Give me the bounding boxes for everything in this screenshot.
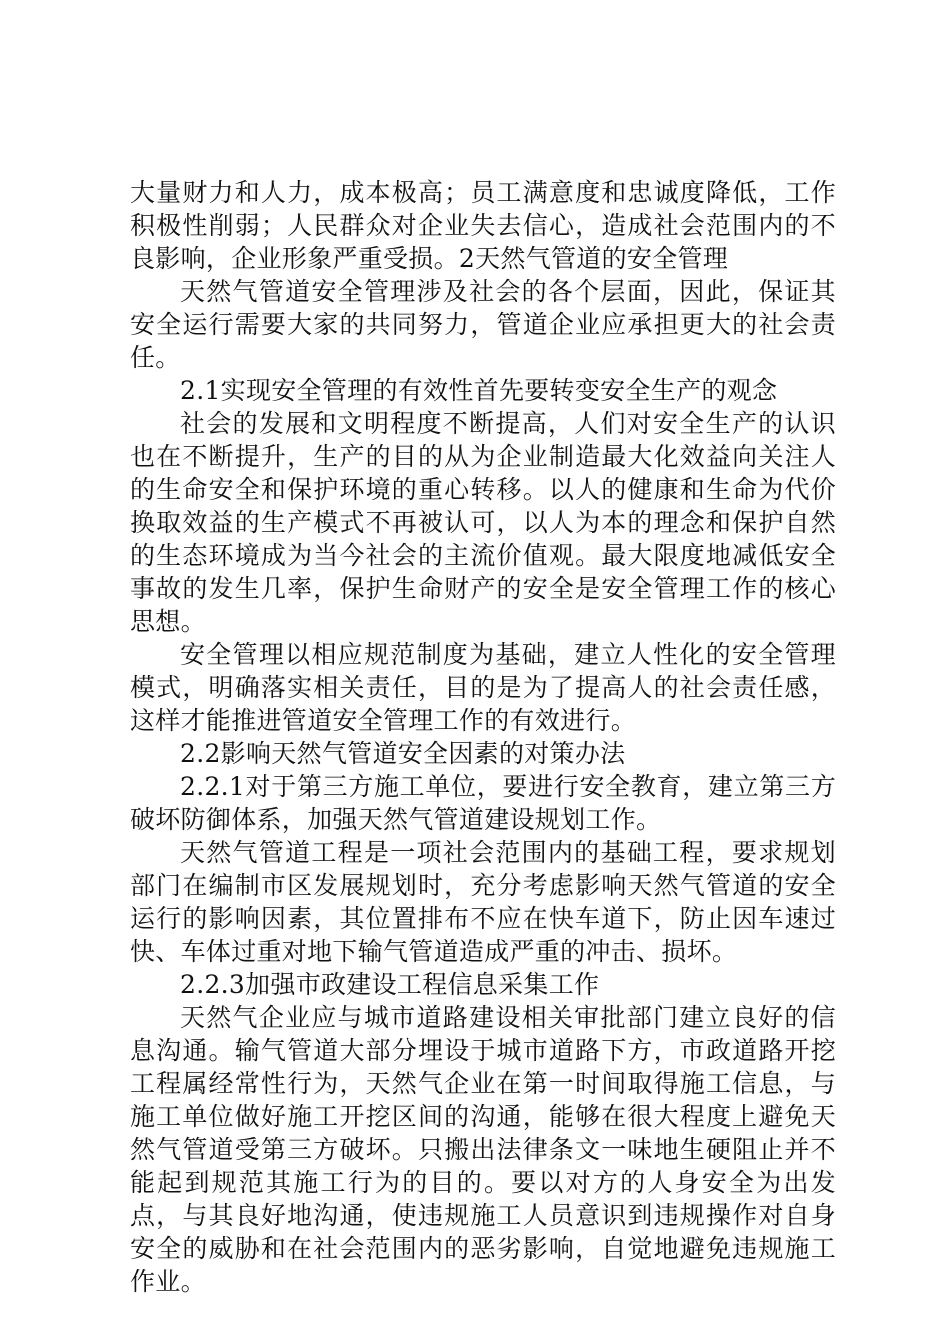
paragraph-continuation: 大量财力和人力，成本极高；员工满意度和忠诚度降低，工作积极性削弱；人民群众对企业失去信心，造成社会范围内的不良影响，企业形象严重受损。2天然气管道的安全管理 bbox=[130, 178, 836, 273]
paragraph-safety-concept: 社会的发展和文明程度不断提高，人们对安全生产的认识也在不断提升，生产的目的从为企业制造最大化效益向关注人的生命安全和保护环境的重心转移。以人的健康和生命为代价换取效益的生产模式不再被认可，以人为本的理念和保护自然的生态环境成为当今社会的主流价值观。最大限度地减低安全事故的发生几率，保护生命财产的安全是安全管理工作的核心思想。 bbox=[130, 409, 836, 636]
section-heading-2-2-1: 2.2.1对于第三方施工单位，要进行安全教育，建立第三方破坏防御体系，加强天然气管道建设规划工作。 bbox=[130, 772, 836, 834]
paragraph-information-sharing: 天然气企业应与城市道路建设相关审批部门建立良好的信息沟通。输气管道大部分埋设于城市道路下方，市政道路开挖工程属经常性行为，天然气企业在第一时间取得施工信息，与施工单位做好施工开挖区间的沟通，能够在很大程度上避免天然气管道受第三方破坏。只搬出法律条文一味地生硬阻止并不能起到规范其施工行为的目的。要以对方的人身安全为出发点，与其良好地沟通，使违规施工人员意识到违规操作对自身安全的威胁和在社会范围内的恶劣影响，自觉地避免违规施工作业。 bbox=[130, 1003, 836, 1296]
paragraph-intro: 天然气管道安全管理涉及社会的各个层面，因此，保证其安全运行需要大家的共同努力，管道企业应承担更大的社会责任。 bbox=[130, 277, 836, 372]
section-heading-2-2: 2.2影响天然气管道安全因素的对策办法 bbox=[180, 739, 626, 768]
paragraph-management-mode: 安全管理以相应规范制度为基础，建立人性化的安全管理模式，明确落实相关责任，目的是为了提高人的社会责任感，这样才能推进管道安全管理工作的有效进行。 bbox=[130, 640, 836, 735]
section-heading-2-1: 2.1实现安全管理的有效性首先要转变安全生产的观念 bbox=[180, 376, 778, 405]
paragraph-planning: 天然气管道工程是一项社会范围内的基础工程，要求规划部门在编制市区发展规划时，充分考虑影响天然气管道的安全运行的影响因素，其位置排布不应在快车道下，防止因车速过快、车体过重对地下输气管道造成严重的冲击、损坏。 bbox=[130, 838, 836, 966]
document-page bbox=[130, 176, 836, 1298]
section-heading-2-2-3: 2.2.3加强市政建设工程信息采集工作 bbox=[180, 970, 600, 999]
